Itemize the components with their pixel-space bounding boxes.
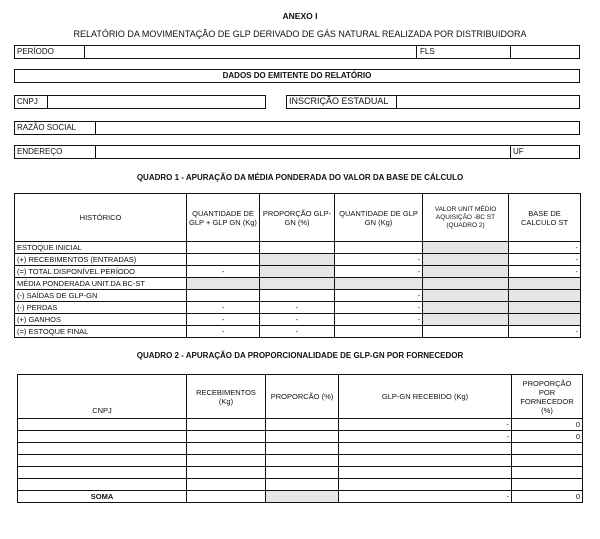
q2-col-glp-gn-recebido: GLP-GN RECEBIDO (Kg) — [339, 375, 512, 419]
fls-field[interactable] — [512, 46, 579, 58]
razao-field[interactable] — [97, 122, 579, 134]
q2-cell — [187, 431, 266, 443]
periodo-field[interactable] — [86, 46, 415, 58]
ie-label: INSCRIÇÃO ESTADUAL — [289, 96, 389, 106]
q1-cell — [260, 242, 335, 254]
q1-cell: - — [260, 314, 335, 326]
q1-cell: - — [187, 302, 260, 314]
q2-cell — [18, 443, 187, 455]
endereco-field[interactable] — [97, 146, 509, 158]
annex-label: ANEXO I — [282, 11, 318, 21]
q1-col-valor-unit: VALOR UNIT MÉDIO AQUISIÇÃO -BC ST (QUADRO 2) — [423, 194, 509, 242]
quadro2-table — [17, 374, 583, 503]
q1-cell: - — [335, 254, 423, 266]
q1-row-label: (+) GANHOS — [15, 314, 187, 326]
q1-cell: - — [335, 290, 423, 302]
q2-soma-cell — [187, 491, 266, 503]
q2-cell — [266, 443, 339, 455]
q2-cell: 0 — [512, 431, 583, 443]
razao-label: RAZÃO SOCIAL — [17, 123, 77, 132]
q1-cell — [187, 290, 260, 302]
q1-cell — [423, 254, 509, 266]
q2-cell — [18, 431, 187, 443]
q1-cell — [509, 302, 581, 314]
quadro2-title: QUADRO 2 - APURAÇÃO DA PROPORCIONALIDADE DE GLP-GN POR FORNECEDOR — [136, 351, 464, 360]
q1-cell: - — [509, 266, 581, 278]
q1-cell — [509, 314, 581, 326]
q1-cell: - — [187, 266, 260, 278]
q2-cell — [187, 455, 266, 467]
q1-cell — [260, 290, 335, 302]
q2-cell — [18, 479, 187, 491]
q1-cell — [187, 242, 260, 254]
q1-cell — [187, 278, 260, 290]
quadro1-title: QUADRO 1 - APURAÇÃO DA MÉDIA PONDERADA DO VALOR DA BASE DE CÁLCULO — [136, 173, 464, 182]
q1-cell: - — [335, 302, 423, 314]
q1-cell — [509, 278, 581, 290]
q1-cell — [260, 278, 335, 290]
q2-cell — [18, 467, 187, 479]
q1-cell — [260, 266, 335, 278]
q1-row-label: (+) RECEBIMENTOS (ENTRADAS) — [15, 254, 187, 266]
fls-label: FLS — [420, 47, 435, 56]
uf-field[interactable] — [522, 146, 579, 158]
q1-row-label: (-) PERDAS — [15, 302, 187, 314]
q2-cell — [339, 455, 512, 467]
q2-cell: 0 — [512, 419, 583, 431]
cnpj-field[interactable] — [49, 96, 264, 108]
q2-cell — [339, 479, 512, 491]
q1-cell — [423, 314, 509, 326]
q1-cell — [335, 278, 423, 290]
quadro1-table — [14, 193, 581, 338]
q2-cell — [187, 419, 266, 431]
q2-cell — [339, 467, 512, 479]
cnpj-label: CNPJ — [17, 97, 38, 106]
q1-row-label: (=) TOTAL DISPONÍVEL PERÍODO — [15, 266, 187, 278]
q2-cell — [266, 431, 339, 443]
q2-soma-cell: 0 — [512, 491, 583, 503]
q2-cell — [266, 479, 339, 491]
q2-col-proporcao-fornecedor: PROPORÇÃO POR FORNECEDOR (%) — [512, 375, 583, 419]
q2-col-proporcao: PROPORCÃO (%) — [266, 375, 339, 419]
q1-cell: - — [260, 302, 335, 314]
periodo-label: PERÍODO — [17, 47, 54, 56]
q2-cell — [512, 467, 583, 479]
q1-cell — [187, 254, 260, 266]
q1-cell — [423, 278, 509, 290]
q1-row-label: MÉDIA PONDERADA UNIT.DA BC-ST — [15, 278, 187, 290]
q2-cell — [339, 443, 512, 455]
q2-col-cnpj: CNPJ — [18, 375, 187, 419]
q2-col-recebimentos: RECEBIMENTOS (Kg) — [187, 375, 266, 419]
report-title: RELATÓRIO DA MOVIMENTAÇÃO DE GLP DERIVADO DE GÁS NATURAL REALIZADA POR DISTRIBUIDORA — [73, 29, 527, 39]
q1-row-label: (-) SAÍDAS DE GLP-GN — [15, 290, 187, 302]
q1-cell — [423, 302, 509, 314]
q1-cell — [423, 242, 509, 254]
q1-cell — [423, 266, 509, 278]
uf-label: UF — [513, 147, 524, 156]
q2-cell — [512, 455, 583, 467]
q2-cell: - — [339, 431, 512, 443]
endereco-label: ENDEREÇO — [17, 147, 63, 156]
q1-cell: - — [335, 266, 423, 278]
q2-cell — [18, 419, 187, 431]
q1-col-proporcao: PROPORÇÃO GLP-GN (%) — [260, 194, 335, 242]
ie-field[interactable] — [398, 96, 579, 108]
q1-cell: - — [335, 314, 423, 326]
emitente-section-title: DADOS DO EMITENTE DO RELATÓRIO — [222, 71, 372, 80]
q1-cell: - — [260, 326, 335, 338]
q2-cell — [18, 455, 187, 467]
q2-cell — [266, 467, 339, 479]
q1-cell — [423, 326, 509, 338]
q2-cell — [512, 479, 583, 491]
q2-soma-label: SOMA — [18, 491, 187, 503]
q2-cell — [266, 455, 339, 467]
q2-cell — [512, 443, 583, 455]
q2-soma-cell — [266, 491, 339, 503]
q1-col-qtd-glp: QUANTIDADE DE GLP + GLP GN (Kg) — [187, 194, 260, 242]
q1-cell — [509, 290, 581, 302]
q1-cell — [335, 242, 423, 254]
q1-row-label: (=) ESTOQUE FINAL — [15, 326, 187, 338]
q2-cell: - — [339, 419, 512, 431]
q2-cell — [266, 419, 339, 431]
q1-cell: - — [509, 326, 581, 338]
q1-cell: - — [509, 254, 581, 266]
q1-cell — [260, 254, 335, 266]
q2-cell — [187, 467, 266, 479]
q2-cell — [187, 479, 266, 491]
q2-soma-cell: - — [339, 491, 512, 503]
q1-col-base-calculo: BASE DE CALCULO ST — [509, 194, 581, 242]
q1-cell: - — [187, 326, 260, 338]
q1-row-label: ESTOQUE INICIAL — [15, 242, 187, 254]
q1-col-historico: HISTÓRICO — [15, 194, 187, 242]
q1-cell — [335, 326, 423, 338]
q1-cell: - — [509, 242, 581, 254]
q1-cell — [423, 290, 509, 302]
q1-cell: - — [187, 314, 260, 326]
q1-col-qtd-glp-gn: QUANTIDADE DE GLP GN (Kg) — [335, 194, 423, 242]
q2-cell — [187, 443, 266, 455]
